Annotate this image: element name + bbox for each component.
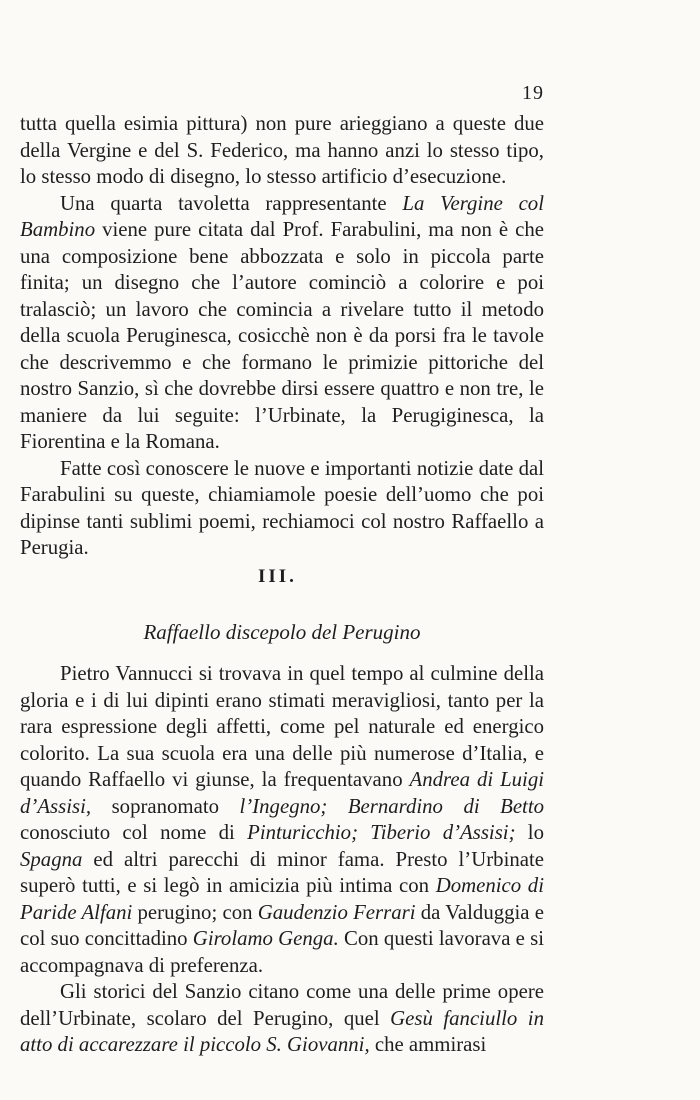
text-run: Una quarta tavoletta rappresentante <box>60 191 403 215</box>
italic-text-run: Andrea di Luigi d’Assisi, <box>20 768 544 818</box>
text-run: che ammirasi <box>369 1033 487 1056</box>
italic-text-run: Pinturicchio; Tiberio d’Assisi; <box>247 821 516 844</box>
section-number: III. <box>258 566 297 587</box>
section-title: Raffaello discepolo del Perugino <box>143 620 421 644</box>
text-run: viene pure citata dal Prof. Farabulini, ma non è che una composizione bene abbozzata e solo in piccola parte finita; un disegno che l’autore cominciò a colorire e poi tralasciò; un lavoro che comincia a rivelare tutto il metodo della scuola Peruginesca, cosicchè non è da porsi fra le tavole che descrivemmo e che formano le primizie pittoriche del nostro Sanzio, sì che dovrebbe dirsi essere quattro e non tre, le maniere da lui seguite: l’Urbinate, la Perugiginesca, la Fiorentina e la Romana. <box>20 218 544 453</box>
paragraph-fatte-cosi <box>20 456 544 562</box>
text-run: Fatte così conoscere le nuove e importanti notizie date dal Farabulini su queste, chiamiamole poesie dell’uomo che poi dipinse tanti sublimi poemi, rechiamoci col nostro Raffaello a Perugia. <box>20 456 544 559</box>
paragraph-gli-storici <box>20 979 544 1059</box>
italic-text-run: Girolamo Genga. <box>192 927 339 950</box>
text-run: conosciuto col nome di <box>20 821 248 844</box>
text-after-heading <box>20 661 544 1059</box>
text-run: Con questi lavorava e si accompagnava di preferenza. <box>20 927 544 977</box>
text-run: Gli storici del Sanzio citano come una delle prime opere dell’Urbinate, scolaro del Perugino, quel <box>20 980 544 1030</box>
paragraph-quarta-tavoletta <box>20 191 544 456</box>
page-number: 19 <box>522 82 544 104</box>
text-run: da Valduggia e col suo concittadino <box>20 900 544 950</box>
text-run: ed altri parecchi di minor fama. Presto l’Urbinate superò tutti, e si legò in amicizia più intima con <box>20 847 544 897</box>
text-run: sopranomato <box>91 794 240 818</box>
italic-text-run: Spagna <box>20 847 83 871</box>
text-run: perugino; con <box>132 900 258 924</box>
italic-text-run: Gaudenzio Ferrari <box>257 900 416 924</box>
italic-text-run: Gesù fanciullo in atto di accarezzare il piccolo S. Giovanni, <box>20 1006 544 1056</box>
text-before-heading <box>20 111 544 562</box>
text-run: tutta quella esimia pittura) non pure arieggiano a queste due della Vergine e del S. Federico, ma hanno anzi lo stesso tipo, lo stesso modo di disegno, lo stesso artificio d’esecuzione. <box>20 112 544 188</box>
italic-text-run: Domenico di Paride Alfani <box>20 874 544 924</box>
text-run: Pietro Vannucci si trovava in quel tempo al culmine della gloria e i di lui dipinti erano stimati meravigliosi, tanto per la rara espressione degli affetti, come pel naturale ed energico colorito. La sua scuola era una delle più numerose d’Italia, e quando Raffaello vi giunse, la frequentavano <box>20 662 544 791</box>
italic-text-run: La Vergine col Bambino <box>20 191 544 241</box>
italic-text-run: l’Ingegno; Bernardino di Betto <box>239 794 545 818</box>
text-run: lo <box>515 821 544 844</box>
paragraph-pietro-vannucci <box>20 661 544 979</box>
paragraph-continued <box>20 111 544 191</box>
